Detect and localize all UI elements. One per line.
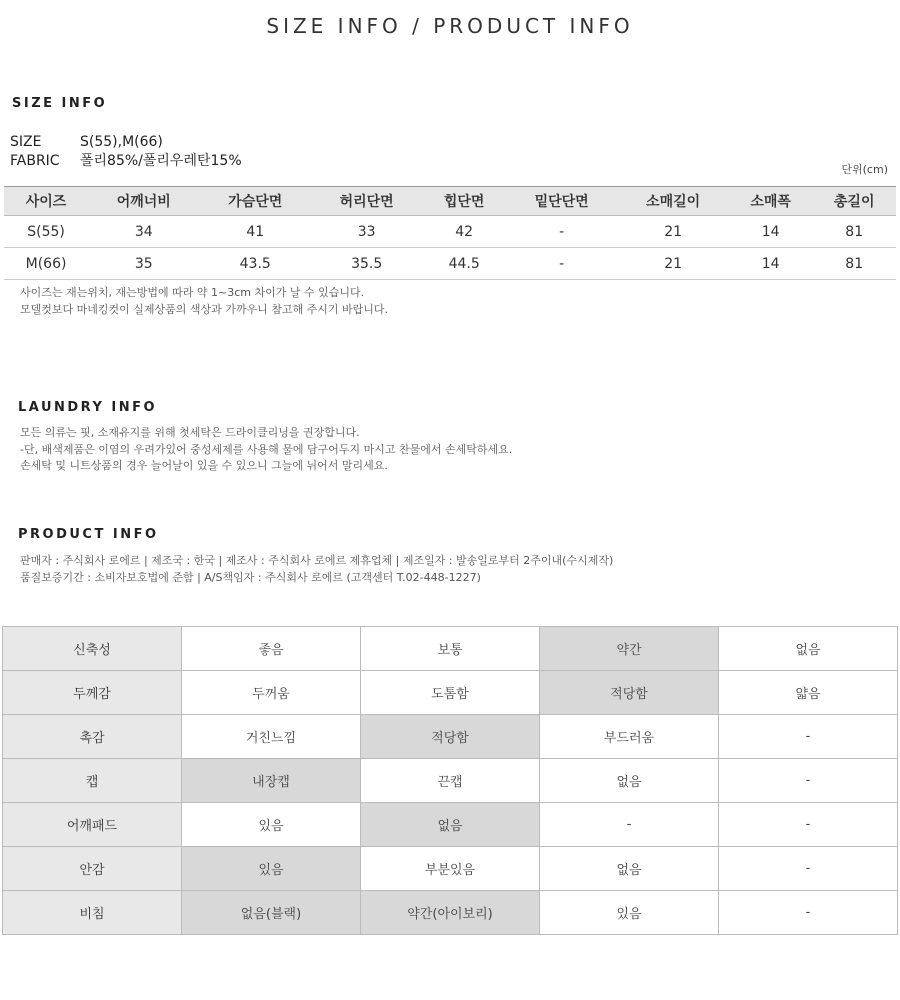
attribute-option: - — [540, 803, 719, 847]
attribute-label: 두께감 — [3, 671, 182, 715]
header-cell: 소매폭 — [729, 187, 813, 216]
attribute-row — [3, 715, 898, 759]
attribute-option: 없음 — [719, 627, 898, 671]
size-table — [4, 186, 896, 280]
table-cell: 34 — [88, 216, 199, 248]
attribute-option: 없음 — [540, 759, 719, 803]
table-cell: 81 — [812, 248, 896, 280]
product-notes — [20, 553, 613, 586]
attribute-option: 도톰함 — [361, 671, 540, 715]
note-line: 손세탁 및 니트상품의 경우 늘어날이 있을 수 있으니 그늘에 뉘어서 말리세요. — [20, 459, 388, 472]
header-cell: 가슴단면 — [200, 187, 311, 216]
attribute-option: - — [719, 759, 898, 803]
attribute-option: 부드러움 — [540, 715, 719, 759]
size-notes — [20, 285, 388, 318]
attribute-label: 신축성 — [3, 627, 182, 671]
header-cell: 사이즈 — [4, 187, 88, 216]
table-cell: 14 — [729, 248, 813, 280]
attribute-option-selected: 없음 — [361, 803, 540, 847]
table-cell: 41 — [200, 216, 311, 248]
header-cell: 소매길이 — [617, 187, 728, 216]
size-spec-label: SIZE — [10, 134, 42, 150]
attribute-option: 거친느낌 — [182, 715, 361, 759]
attribute-option-selected: 약간(아이보리) — [361, 891, 540, 935]
table-cell: 43.5 — [200, 248, 311, 280]
attribute-row — [3, 759, 898, 803]
attribute-option: - — [719, 803, 898, 847]
table-cell: 44.5 — [422, 248, 506, 280]
size-info-heading: SIZE INFO — [12, 96, 108, 111]
attribute-row — [3, 891, 898, 935]
size-spec-value: S(55),M(66) — [80, 134, 163, 150]
size-table-header-row — [4, 187, 896, 216]
header-cell: 힙단면 — [422, 187, 506, 216]
attribute-option: - — [719, 847, 898, 891]
attribute-option: 있음 — [182, 803, 361, 847]
table-cell: 21 — [617, 216, 728, 248]
table-cell: 81 — [812, 216, 896, 248]
laundry-info-heading: LAUNDRY INFO — [18, 400, 158, 415]
attribute-option-selected: 있음 — [182, 847, 361, 891]
fabric-spec-label: FABRIC — [10, 153, 60, 169]
attribute-option: 있음 — [540, 891, 719, 935]
header-cell: 허리단면 — [311, 187, 422, 216]
table-row — [4, 216, 896, 248]
attribute-row — [3, 803, 898, 847]
attribute-row — [3, 671, 898, 715]
table-row — [4, 248, 896, 280]
attribute-table — [2, 626, 898, 935]
attribute-option: 얇음 — [719, 671, 898, 715]
attribute-option: - — [719, 891, 898, 935]
attribute-row — [3, 627, 898, 671]
table-cell: - — [506, 248, 617, 280]
fabric-spec-value: 폴리85%/폴리우레탄15% — [80, 153, 242, 169]
table-cell: 33 — [311, 216, 422, 248]
note-line: 모델컷보다 마네킹컷이 실제상품의 색상과 가까우니 참고해 주시기 바랍니다. — [20, 302, 389, 316]
table-cell: 35.5 — [311, 248, 422, 280]
table-cell: 42 — [422, 216, 506, 248]
page-title: SIZE INFO / PRODUCT INFO — [266, 14, 634, 38]
attribute-option: 없음 — [540, 847, 719, 891]
attribute-label: 안감 — [3, 847, 182, 891]
table-cell: 35 — [88, 248, 199, 280]
attribute-option: 부분있음 — [361, 847, 540, 891]
table-cell: M(66) — [4, 248, 88, 280]
table-cell: - — [506, 216, 617, 248]
attribute-option-selected: 약간 — [540, 627, 719, 671]
note-line: 품질보증기간 : 소비자보호법에 준함 | A/S책임자 : 주식회사 로에르 (고객센터 T.02-448-1227) — [20, 570, 481, 584]
attribute-option: 보통 — [361, 627, 540, 671]
header-cell: 총길이 — [812, 187, 896, 216]
attribute-option: 좋음 — [182, 627, 361, 671]
table-cell: 14 — [729, 216, 813, 248]
attribute-option: - — [719, 715, 898, 759]
attribute-option: 두꺼움 — [182, 671, 361, 715]
note-line: 판매자 : 주식회사 로에르 | 제조국 : 한국 | 제조사 : 주식회사 로에르 제휴업체 | 제조일자 : 발송일로부터 2주이내(수시제작) — [20, 554, 614, 567]
attribute-option-selected: 적당함 — [540, 671, 719, 715]
product-info-heading: PRODUCT INFO — [18, 527, 159, 542]
attribute-option-selected: 내장캡 — [182, 759, 361, 803]
size-spec — [10, 134, 163, 150]
note-line: 사이즈는 재는위치, 재는방법에 따라 약 1~3cm 차이가 날 수 있습니다. — [20, 286, 365, 299]
attribute-label: 촉감 — [3, 715, 182, 759]
note-line: 모든 의류는 핏, 소재유지를 위해 첫세탁은 드라이클리닝을 권장합니다. — [20, 426, 360, 439]
laundry-notes — [20, 425, 512, 475]
header-cell: 어깨너비 — [88, 187, 199, 216]
note-line: -단, 배색제품은 이염의 우려가있어 중성세제를 사용해 물에 담구어두지 마시고 찬물에서 손세탁하세요. — [20, 442, 513, 456]
unit-label: 단위(cm) — [841, 163, 888, 176]
attribute-option: 끈캡 — [361, 759, 540, 803]
table-cell: 21 — [617, 248, 728, 280]
attribute-label: 비침 — [3, 891, 182, 935]
attribute-option-selected: 없음(블랙) — [182, 891, 361, 935]
attribute-label: 캡 — [3, 759, 182, 803]
attribute-row — [3, 847, 898, 891]
attribute-option-selected: 적당함 — [361, 715, 540, 759]
table-cell: S(55) — [4, 216, 88, 248]
header-cell: 밑단단면 — [506, 187, 617, 216]
fabric-spec — [10, 150, 242, 170]
attribute-label: 어깨패드 — [3, 803, 182, 847]
